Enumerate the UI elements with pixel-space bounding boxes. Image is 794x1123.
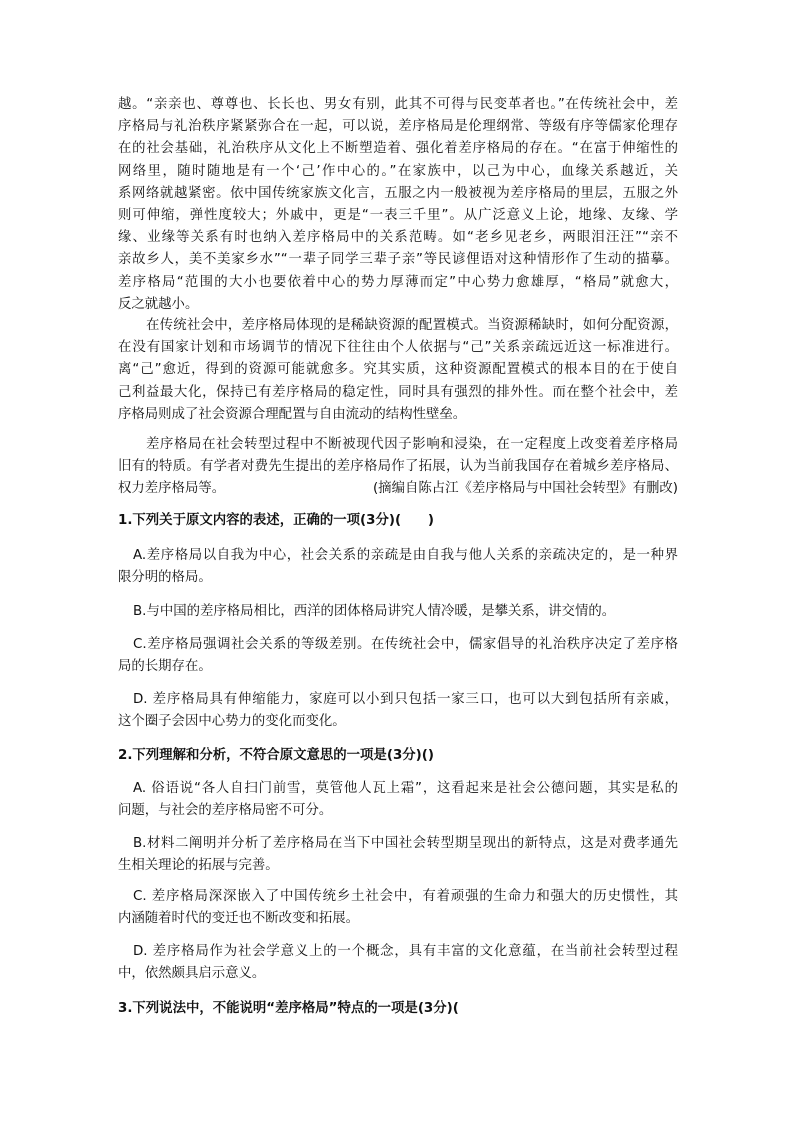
passage-line: 系网络就越紧密。依中国传统家族文化言，五服之内一般被视为差序格局的里层，五服之外 (118, 185, 678, 201)
question-2-option-a (118, 778, 678, 822)
question-1-option-c (118, 634, 678, 678)
passage-line: 则可伸缩，弹性度较大；外戚中，更是“一表三千里”。从广泛意义上论，地缘、友缘、学 (118, 207, 678, 223)
option-line: A. 俗语说“各人自扫门前雪，莫管他人瓦上霜”，这看起来是社会公德问题，其实是私的 (133, 781, 678, 796)
option-line: D. 差序格局具有伸缩能力，家庭可以小到只包括一家三口，也可以大到包括所有亲戚， (133, 692, 678, 707)
passage-line: 旧有的特质。有学者对费先生提出的差序格局作了拓展，认为当前我国存在着城乡差序格局、 (118, 459, 678, 475)
question-1-option-a (118, 545, 678, 589)
option-line: 生相关理论的拓展与完善。 (118, 858, 279, 874)
passage-line: 缘、业缘等关系有时也纳入差序格局中的关系范畴。如“老乡见老乡，两眼泪汪汪”“亲不 (118, 230, 678, 246)
passage-line: 差序格局在社会转型过程中不断被现代因子影响和浸染，在一定程度上改变着差序格局 (146, 437, 678, 452)
option-line: C.差序格局强调社会关系的等级差别。在传统社会中，儒家倡导的礼治秩序决定了差序格 (133, 637, 678, 652)
passage-line: 亲故乡人，美不美家乡水”“一辈子同学三辈子亲”等民谚俚语对这种情形作了生动的描摹。 (118, 252, 678, 268)
option-line: D. 差序格局作为社会学意义上的一个概念，具有丰富的文化意蕴，在当前社会转型过程 (133, 944, 678, 959)
passage-line: 越。“亲亲也、尊尊也、长长也、男女有别，此其不可得与民变革者也。”在传统社会中，差 (118, 97, 678, 112)
passage-line: 离“己”愈近，得到的资源可能就愈多。究其实质，这种资源配置模式的根本目的在于使自 (118, 362, 678, 378)
passage-line: 在没有国家计划和市场调节的情况下往往由个人依据与“己”关系亲疏远近这一标准进行。 (118, 340, 678, 356)
question-1-option-d (118, 689, 678, 733)
passage-line-text: 权力差序格局等。 (118, 481, 226, 497)
passage-line: 在的社会基础，礼治秩序从文化上不断塑造着、强化着差序格局的存在。“在富于伸缩性的 (118, 141, 678, 157)
passage-line: 网络里，随时随地是有一个‘己’作中心的。”在家族中，以己为中心，血缘关系越近，关 (118, 163, 678, 179)
passage-paragraph-2 (118, 315, 678, 426)
passage-paragraph-3 (118, 434, 678, 501)
passage-line: 在传统社会中，差序格局体现的是稀缺资源的配置模式。当资源稀缺时，如何分配资源， (146, 318, 678, 333)
passage-line: 差序格局“范围的大小也要依着中心的势力厚薄而定”中心势力愈雄厚，“格局”就愈大， (118, 274, 678, 290)
question-2-option-b (118, 833, 678, 877)
option-line: 问题，与社会的差序格局密不可分。 (118, 803, 333, 819)
option-line: 内涵随着时代的变迁也不断改变和拓展。 (118, 911, 360, 927)
passage-line: 序格局则成了社会资源合理配置与自由流动的结构性壁垒。 (118, 406, 467, 422)
option-line: 限分明的格局。 (118, 570, 212, 586)
option-line: B.材料二阐明并分析了差序格局在当下中国社会转型期呈现出的新特点，这是对费孝通先 (133, 836, 678, 851)
question-1-stem: 1.下列关于原文内容的表述，正确的一项(3分)( ) (118, 513, 435, 528)
source-citation: (摘编自陈占江《差序格局与中国社会转型》有删改) (372, 481, 678, 497)
passage-line: 己利益最大化，保持已有差序格局的稳定性，同时具有强烈的排外性。而在整个社会中，差 (118, 384, 678, 400)
passage-paragraph-1 (118, 94, 678, 316)
question-2-option-d (118, 941, 678, 985)
option-line: B.与中国的差序格局相比，西洋的团体格局讲究人情冷暖，是攀关系，讲交情的。 (133, 604, 616, 619)
question-2-option-c (118, 886, 678, 930)
option-line: 中，依然颇具启示意义。 (118, 966, 266, 982)
question-1-option-b (118, 601, 678, 623)
option-line: C. 差序格局深深嵌入了中国传统乡土社会中，有着顽强的生命力和强大的历史惯性，其 (133, 889, 678, 904)
option-line: 局的长期存在。 (118, 659, 212, 675)
option-line: 这个圈子会因中心势力的变化而变化。 (118, 714, 346, 730)
question-3-stem: 3.下列说法中，不能说明“差序格局”特点的一项是(3分)( (118, 1001, 459, 1016)
question-2-stem: 2.下列理解和分析，不符合原文意思的一项是(3分)() (118, 748, 435, 763)
passage-last-line (118, 478, 678, 500)
passage-line: 序格局与礼治秩序紧紧弥合在一起，可以说，差序格局是伦理纲常、等级有序等儒家伦理存 (118, 119, 678, 135)
passage-line: 反之就越小。 (118, 296, 199, 312)
option-line: A.差序格局以自我为中心，社会关系的亲疏是由自我与他人关系的亲疏决定的，是一种界 (133, 548, 678, 563)
